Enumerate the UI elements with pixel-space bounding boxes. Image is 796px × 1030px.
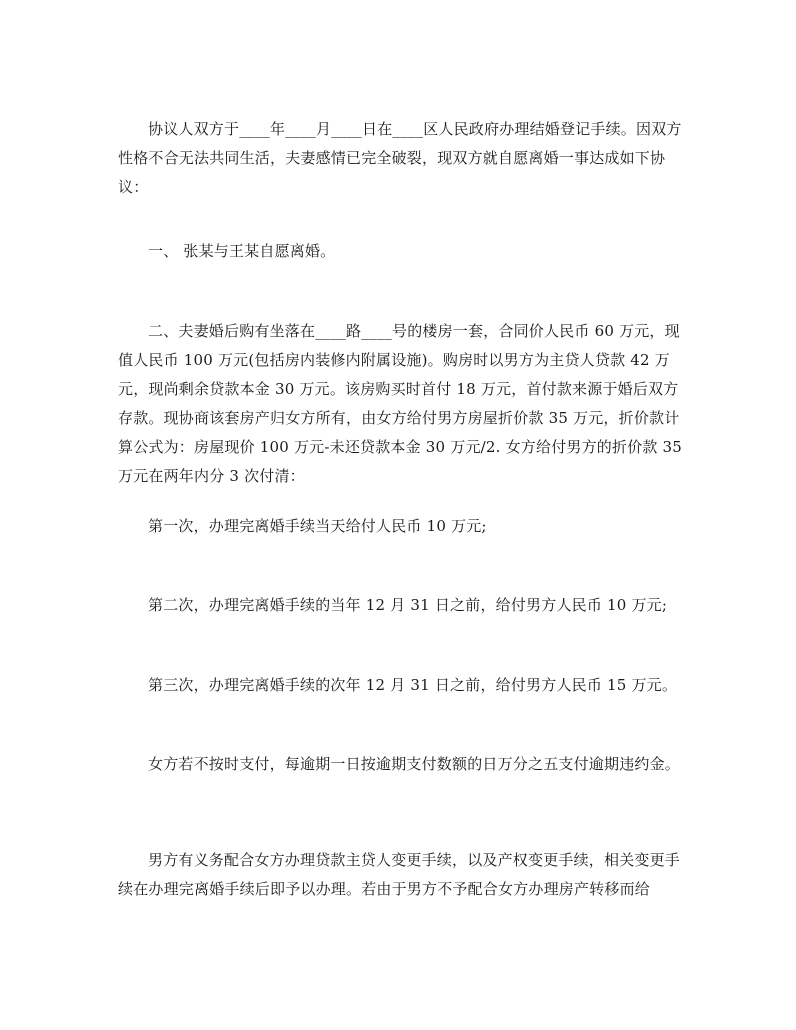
intro-paragraph: 协议人双方于____年____月____日在____区人民政府办理结婚登记手续。因双方性格不合无法共同生活，夫妻感情已完全破裂，现双方就自愿离婚一事达成如下协议： (118, 120, 682, 196)
clause-two-paragraph: 二、夫妻婚后购有坐落在____路____号的楼房一套，合同价人民币 60 万元，现值人民币 100 万元(包括房内装修内附属设施)。购房时以男方为主贷人贷款 42 万元，现尚剩余贷款本金 30 万元。该房购买时首付 18 万元，首付款来源于婚后双方存款。现协商该套房产归女方所有，由女方给付男方房屋折价款 35 万元，折价款计算公式为：房屋现价 100 万元-未还贷款本金 30 万元/2. 女方给付男方的折价款 35 万元在两年内分 3 次付清： (118, 322, 683, 485)
late-penalty-paragraph: 女方若不按时支付，每逾期一日按逾期支付数额的日万分之五支付逾期违约金。 (148, 755, 681, 773)
second-payment-paragraph: 第二次，办理完离婚手续的当年 12 月 31 日之前，给付男方人民币 10 万元; (148, 596, 668, 614)
third-payment-paragraph: 第三次，办理完离婚手续的次年 12 月 31 日之前，给付男方人民币 15 万元。 (148, 676, 678, 694)
clause-one-paragraph: 一、 张某与王某自愿离婚。 (148, 242, 336, 260)
first-payment-paragraph: 第一次，办理完离婚手续当天给付人民币 10 万元; (148, 517, 487, 535)
husband-duty-paragraph: 男方有义务配合女方办理贷款主贷人变更手续，以及产权变更手续，相关变更手续在办理完离婚手续后即予以办理。若由于男方不予配合女方办理房产转移而给 (118, 851, 681, 898)
